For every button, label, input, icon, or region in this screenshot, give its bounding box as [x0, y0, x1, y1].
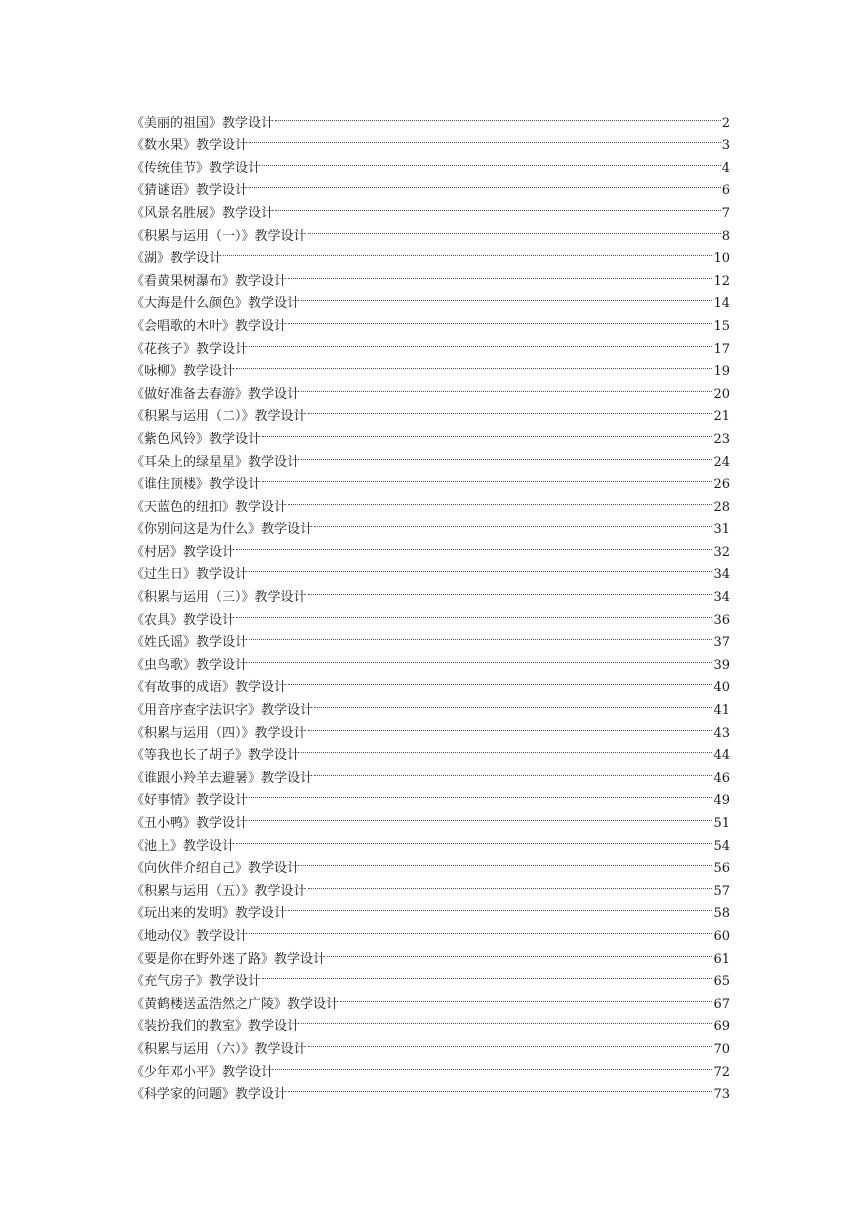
dot-leader: [249, 782, 712, 805]
dot-leader: [308, 217, 721, 240]
dot-leader: [275, 1053, 712, 1076]
dot-leader: [288, 488, 712, 511]
toc-entry-page-number: 12: [713, 273, 730, 289]
toc-entry-title: 《耳朵上的绿星星》教学设计: [131, 454, 301, 470]
dot-leader: [249, 127, 721, 150]
toc-entry-page-number: 6: [721, 183, 730, 199]
toc-entry-title: 《积累与运用（三）》教学设计: [131, 590, 307, 606]
toc-entry-page-number: 21: [713, 409, 730, 425]
toc-entry-title: 《紫色风铃》教学设计: [131, 431, 262, 447]
toc-entry-page-number: 44: [713, 748, 730, 764]
dot-leader: [288, 669, 712, 692]
dot-leader: [249, 646, 712, 669]
dot-leader: [301, 285, 712, 308]
toc-entry-page-number: 7: [721, 205, 730, 221]
toc-entry-page-number: 61: [713, 951, 730, 967]
toc-entry-title: 《等我也长了胡子》教学设计: [131, 748, 301, 764]
dot-leader: [308, 578, 713, 601]
toc-entry-title: 《向伙伴介绍自己》教学设计: [131, 861, 301, 877]
dot-leader: [249, 330, 712, 353]
toc-entry-page-number: 56: [713, 861, 730, 877]
dot-leader: [249, 804, 712, 827]
dot-leader: [288, 895, 712, 918]
dot-leader: [308, 872, 713, 895]
toc-entry-title: 《少年邓小平》教学设计: [131, 1064, 275, 1080]
toc-entry-title: 《会唱歌的木叶》教学设计: [131, 318, 288, 334]
toc-entry-title: 《咏柳》教学设计: [131, 364, 236, 380]
dot-leader: [314, 759, 712, 782]
toc-entry-page-number: 49: [713, 793, 730, 809]
toc-entry-title: 《积累与运用（五）》教学设计: [131, 883, 307, 899]
dot-leader: [301, 850, 712, 873]
toc-entry-page-number: 34: [713, 590, 730, 606]
toc-entry-page-number: 8: [721, 228, 730, 244]
toc-entry-page-number: 70: [713, 1041, 730, 1057]
toc-entry-page-number: 67: [713, 996, 730, 1012]
dot-leader: [236, 601, 712, 624]
toc-entry-page-number: 23: [713, 431, 730, 447]
toc-entry-page-number: 46: [713, 770, 730, 786]
toc-entry-page-number: 43: [713, 725, 730, 741]
toc-entry-page-number: 60: [713, 928, 730, 944]
toc-entry-title: 《谁跟小羚羊去避暑》教学设计: [131, 770, 314, 786]
toc-entry-page-number: 17: [713, 341, 730, 357]
dot-leader: [301, 375, 712, 398]
toc-entry-page-number: 34: [713, 567, 730, 583]
toc-entry-title: 《数水果》教学设计: [131, 138, 249, 154]
toc-entry-title: 《黄鹤楼送孟浩然之广陵》教学设计: [131, 996, 340, 1012]
toc-entry-title: 《有故事的成语》教学设计: [131, 680, 288, 696]
dot-leader: [262, 149, 721, 172]
toc-entry-page-number: 51: [713, 816, 730, 831]
toc-entry-title: 《积累与运用（二）》教学设计: [131, 409, 307, 425]
dot-leader: [308, 1030, 713, 1053]
toc-entry-page-number: 73: [713, 1087, 730, 1103]
dot-leader: [340, 985, 712, 1008]
dot-leader: [301, 443, 712, 466]
dot-leader: [288, 262, 712, 285]
toc-entry-page-number: 54: [713, 838, 730, 854]
toc-entry-page-number: 32: [713, 544, 730, 560]
toc-entry-title: 《好事情》教学设计: [131, 793, 249, 809]
toc-entry-title: 《看黄果树瀑布》教学设计: [131, 273, 288, 289]
dot-leader: [275, 194, 721, 217]
toc-entry-title: 《湖》教学设计: [131, 251, 223, 267]
toc-entry-page-number: 4: [721, 160, 730, 176]
toc-entry-title: 《虫鸟歌》教学设计: [131, 657, 249, 673]
toc-entry-title: 《你别问这是为什么》教学设计: [131, 522, 314, 538]
dot-leader: [236, 353, 712, 376]
dot-leader: [236, 533, 712, 556]
toc-entry-title: 《猜谜语》教学设计: [131, 183, 249, 199]
dot-leader: [301, 1008, 712, 1031]
toc-entry-page-number: 31: [713, 522, 730, 538]
toc-entry-title: 《玩出来的发明》教学设计: [131, 906, 288, 922]
toc-entry-title: 《积累与运用（六）》教学设计: [131, 1041, 307, 1057]
toc-entry-page-number: 41: [713, 703, 730, 719]
toc-entry-title: 《用音序查字法识字》教学设计: [131, 703, 314, 719]
toc-entry-title: 《积累与运用（四）》教学设计: [131, 725, 307, 741]
toc-entry-title: 《要是你在野外迷了路》教学设计: [131, 951, 327, 967]
toc-entry-title: 《地动仪》教学设计: [131, 928, 249, 944]
toc-entry-title: 《天蓝色的纽扣》教学设计: [131, 499, 288, 515]
toc-entry-page-number: 72: [713, 1064, 730, 1080]
dot-leader: [314, 691, 712, 714]
dot-leader: [275, 104, 721, 127]
toc-entry-title: 《谁住顶楼》教学设计: [131, 477, 262, 493]
dot-leader: [301, 737, 712, 760]
toc-entry-page-number: 26: [713, 477, 730, 493]
toc-entry-title: 《科学家的问题》教学设计: [131, 1087, 288, 1103]
toc-entry-title: 《风景名胜展》教学设计: [131, 205, 275, 221]
toc-entry-title: 《充气房子》教学设计: [131, 974, 262, 990]
toc-entry-page-number: 65: [713, 974, 730, 990]
toc-entry-title: 《美丽的祖国》教学设计: [131, 115, 275, 131]
toc-entry-page-number: 10: [713, 251, 730, 267]
dot-leader: [262, 963, 712, 986]
toc-entry-title: 《村居》教学设计: [131, 544, 236, 560]
toc-entry-title: 《做好准备去春游》教学设计: [131, 386, 301, 402]
toc-entry-page-number: 3: [721, 138, 730, 154]
toc-entry-title: 《过生日》教学设计: [131, 567, 249, 583]
dot-leader: [223, 240, 712, 263]
toc-entry-title: 《池上》教学设计: [131, 838, 236, 854]
dot-leader: [288, 307, 712, 330]
toc-entry-page-number: 28: [713, 499, 730, 515]
dot-leader: [249, 624, 712, 647]
dot-leader: [308, 398, 713, 421]
dot-leader: [327, 940, 712, 963]
toc-entry-page-number: 37: [713, 635, 730, 651]
toc-entry-page-number: 40: [713, 680, 730, 696]
toc-entry-title: 《传统佳节》教学设计: [131, 160, 262, 176]
dot-leader: [249, 917, 712, 940]
toc-entry-page-number: 57: [713, 883, 730, 899]
dot-leader: [314, 511, 712, 534]
dot-leader: [249, 556, 712, 579]
toc-entry-page-number: 69: [713, 1019, 730, 1035]
toc-entry-title: 《大海是什么颜色》教学设计: [131, 296, 301, 312]
toc-entry-page-number: 14: [713, 296, 730, 312]
toc-entry-page-number: 20: [713, 386, 730, 402]
toc-entry-page-number: 58: [713, 906, 730, 922]
table-of-contents: [131, 104, 730, 1103]
toc-entry-title: 《花孩子》教学设计: [131, 341, 249, 357]
toc-entry-title: 《积累与运用（一）》教学设计: [131, 228, 307, 244]
toc-entry-title: 《农具》教学设计: [131, 612, 236, 628]
toc-entry-title: 《装扮我们的教室》教学设计: [131, 1019, 301, 1035]
toc-entry-page-number: 19: [713, 364, 730, 380]
toc-entry-title: 《丑小鸭》教学设计: [131, 816, 249, 831]
dot-leader: [236, 827, 712, 850]
toc-entry-page-number: 36: [713, 612, 730, 628]
dot-leader: [308, 714, 713, 737]
dot-leader: [262, 420, 712, 443]
dot-leader: [262, 466, 712, 489]
dot-leader: [288, 1076, 712, 1099]
toc-entry-title: 《姓氏谣》教学设计: [131, 635, 249, 651]
dot-leader: [249, 172, 721, 195]
toc-entry[interactable]: [131, 104, 730, 131]
toc-entry-page-number: 39: [713, 657, 730, 673]
toc-entry-page-number: 24: [713, 454, 730, 470]
toc-entry-page-number: 15: [713, 318, 730, 334]
toc-entry-page-number: 2: [721, 115, 730, 131]
